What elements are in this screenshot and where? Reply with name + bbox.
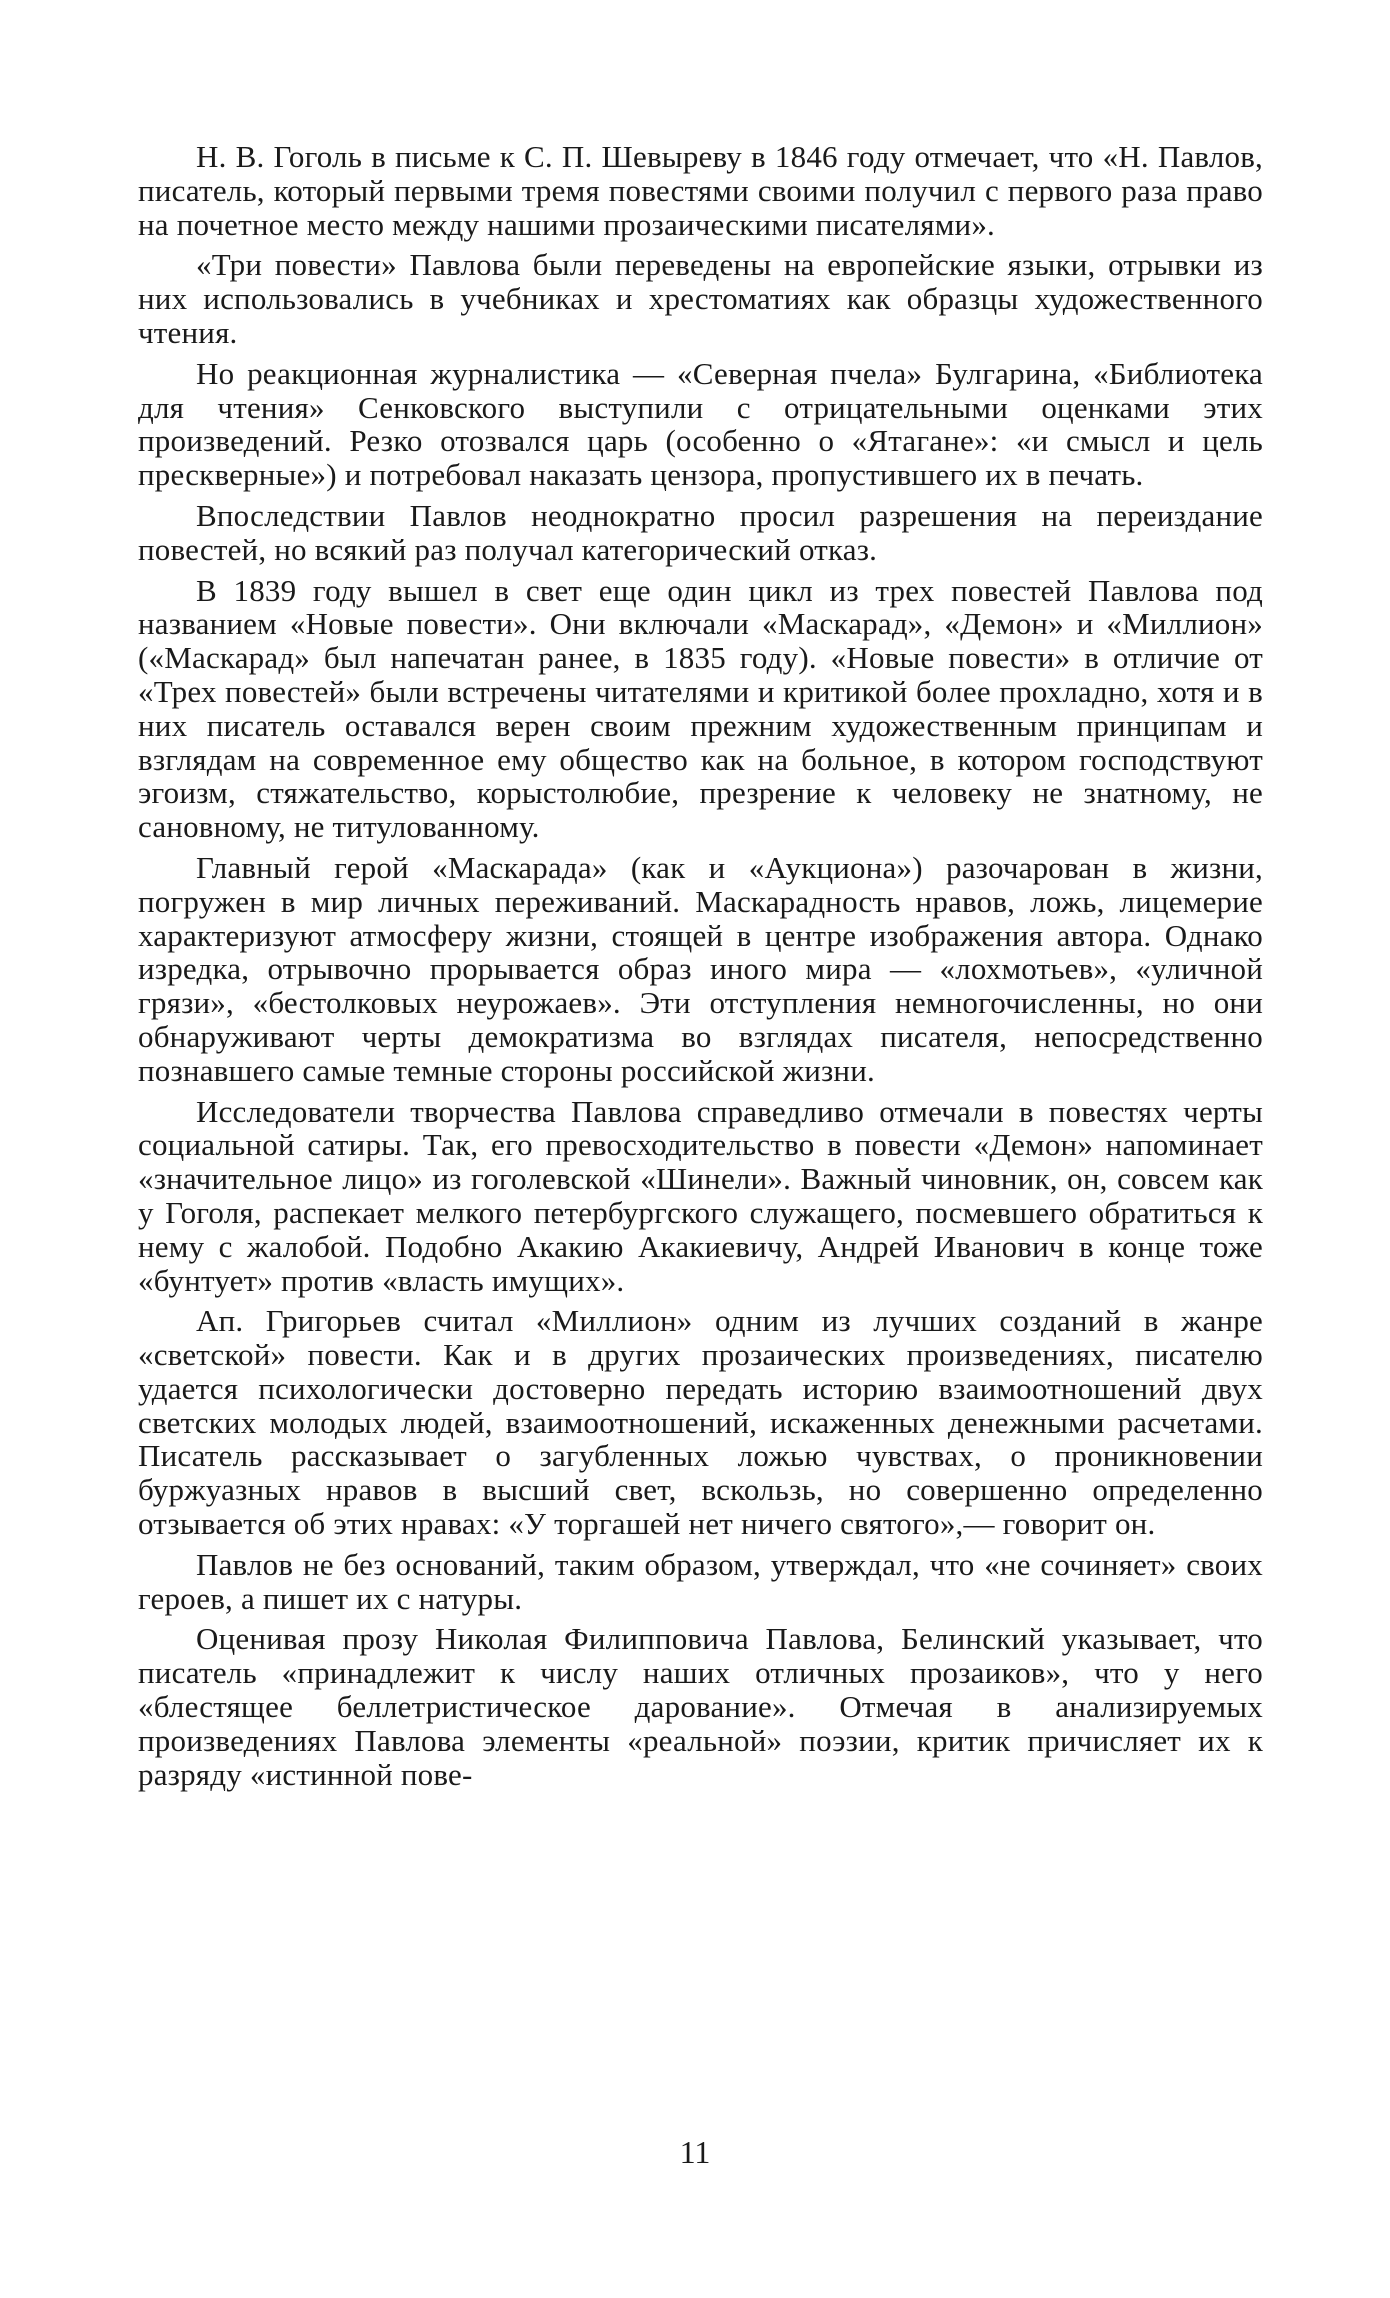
- page-body: [138, 140, 1263, 1798]
- page-number: 11: [679, 2134, 711, 2170]
- paragraph: Исследователи творчества Павлова справедливо отмечали в повестях черты социальной сатиры. Так, его превосходительство в повести «Демон» напоминает «значительное лицо» из гоголевской «Шинели». Важный чиновник, он, совсем как у Гоголя, распекает мелкого петербургского служащего, посмевшего обратиться к нему с жалобой. Подобно Акакию Акакиевичу, Андрей Иванович в конце тоже «бунтует» против «власть имущих».: [138, 1093, 1263, 1298]
- paragraph: «Три повести» Павлова были переведены на европейские языки, отрывки из них использовались в учебниках и хрестоматиях как образцы художественного чтения.: [138, 247, 1263, 350]
- paragraph: Н. В. Гоголь в письме к С. П. Шевыреву в 1846 году отмечает, что «Н. Павлов, писатель, который первыми тремя повестями своими получил с первого раза право на почетное место между нашими прозаическими писателями».: [138, 139, 1263, 242]
- paragraph: Оценивая прозу Николая Филипповича Павлова, Белинский указывает, что писатель «принадлежит к числу наших отличных прозаиков», что у него «блестящее беллетристическое дарование». Отмечая в анализируемых произведениях Павлова элементы «реальной» поэзии, критик причисляет их к разряду «истинной пове-: [138, 1621, 1263, 1792]
- paragraph: В 1839 году вышел в свет еще один цикл из трех повестей Павлова под названием «Новые повести». Они включали «Маскарад», «Демон» и «Миллион» («Маскарад» был напечатан ранее, в 1835 году). «Новые повести» в отличие от «Трех повестей» были встречены читателями и критикой более прохладно, хотя и в них писатель оставался верен своим прежним художественным принципам и взглядам на современное ему общество как на больное, в котором господствуют эгоизм, стяжательство, корыстолюбие, презрение к человеку не знатному, не сановному, не титулованному.: [138, 572, 1263, 845]
- paragraph: Павлов не без оснований, таким образом, утверждал, что «не сочиняет» своих героев, а пишет их с натуры.: [138, 1546, 1263, 1616]
- paragraph: Впоследствии Павлов неоднократно просил разрешения на переиздание повестей, но всякий раз получал категорический отказ.: [138, 497, 1263, 567]
- paragraph: Но реакционная журналистика — «Северная пчела» Булгарина, «Библиотека для чтения» Сенковского выступили с отрицательными оценками этих произведений. Резко отозвался царь (особенно о «Ятагане»: «и смысл и цель прескверные») и потребовал наказать цензора, пропустившего их в печать.: [138, 355, 1263, 493]
- paragraph: Ап. Григорьев считал «Миллион» одним из лучших созданий в жанре «светской» повести. Как и в других прозаических произведениях, писателю удается психологически достоверно передать историю взаимоотношений двух светских молодых людей, взаимоотношений, искаженных денежными расчетами. Писатель рассказывает о загубленных ложью чувствах, о проникновении буржуазных нравов в высший свет, вскользь, но совершенно определенно отзывается об этих нравах: «У торгашей нет ничего святого»,— говорит он.: [138, 1303, 1263, 1542]
- paragraph: Главный герой «Маскарада» (как и «Аукциона») разочарован в жизни, погружен в мир личных переживаний. Маскарадность нравов, ложь, лицемерие характеризуют атмосферу жизни, стоящей в центре изображения автора. Однако изредка, отрывочно прорывается образ иного мира — «лохмотьев», «уличной грязи», «бестолковых неурожаев». Эти отступления немногочисленны, но они обнаруживают черты демократизма во взглядах писателя, непосредственно познавшего самые темные стороны российской жизни.: [138, 849, 1263, 1088]
